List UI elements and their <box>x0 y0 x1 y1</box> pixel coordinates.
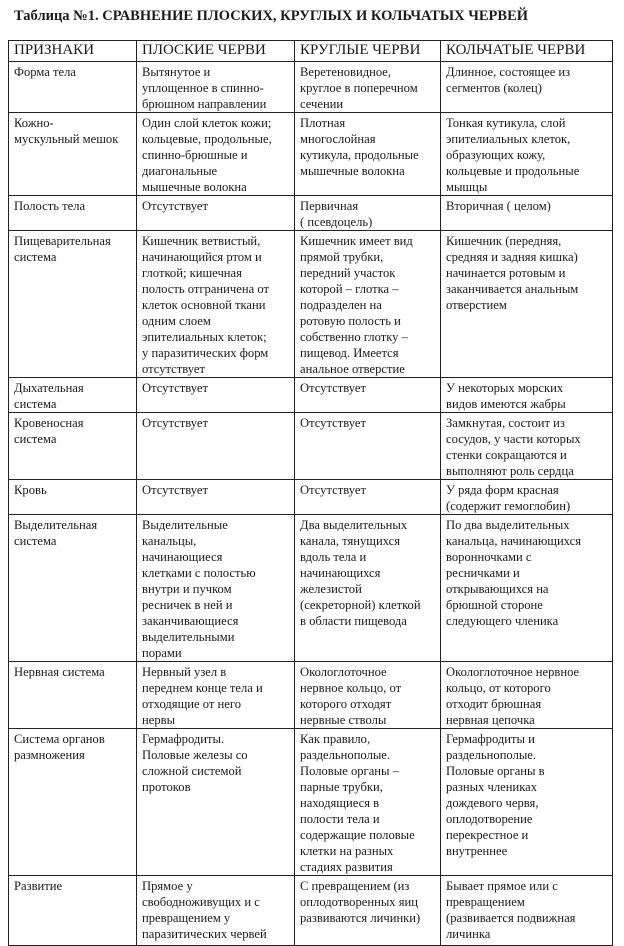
table-row <box>9 113 613 196</box>
table-row <box>9 378 613 413</box>
feature-cell: Дыхательная система <box>9 378 137 413</box>
round-worms-cell: С превращением (из оплодотворенных яиц развиваются личинки) <box>295 876 441 946</box>
ringed-worms-cell: Замкнутая, состоит из сосудов, у части которых стенки сокращаются и выполняют роль сердца <box>441 413 613 480</box>
comparison-table <box>8 40 613 946</box>
table-row <box>9 413 613 480</box>
ringed-worms-cell: Вторичная ( целом) <box>441 196 613 231</box>
feature-cell: Полость тела <box>9 196 137 231</box>
flat-worms-cell: Один слой клеток кожи; кольцевые, продольные, спинно-брюшные и диагональные мышечные волокна <box>137 113 295 196</box>
ringed-worms-cell: Длинное, состоящее из сегментов (колец) <box>441 62 613 113</box>
feature-cell: Форма тела <box>9 62 137 113</box>
table-row <box>9 480 613 515</box>
round-worms-cell: Кишечник имеет вид прямой трубки, передний участок которой – глотка – подразделен на ротовую полость и собственно глотку – пищевод. Имеется анальное отверстие <box>295 231 441 378</box>
ringed-worms-cell: У ряда форм красная (содержит гемоглобин) <box>441 480 613 515</box>
table-header <box>9 41 613 62</box>
table-row <box>9 62 613 113</box>
feature-cell: Кровь <box>9 480 137 515</box>
ringed-worms-cell: Окологлоточное нервное кольцо, от которого отходит брюшная нервная цепочка <box>441 662 613 729</box>
round-worms-cell: Отсутствует <box>295 378 441 413</box>
header-ringed-worms: КОЛЬЧАТЫЕ ЧЕРВИ <box>441 41 613 62</box>
table-body <box>9 62 613 946</box>
round-worms-cell: Плотная многослойная кутикула, продольные мышечные волокна <box>295 113 441 196</box>
table-row <box>9 662 613 729</box>
table-row <box>9 729 613 876</box>
flat-worms-cell: Отсутствует <box>137 378 295 413</box>
table-row <box>9 515 613 662</box>
flat-worms-cell: Нервный узел в переднем конце тела и отходящие от него нервы <box>137 662 295 729</box>
round-worms-cell: Отсутствует <box>295 413 441 480</box>
flat-worms-cell: Отсутствует <box>137 196 295 231</box>
ringed-worms-cell: Тонкая кутикула, слой эпителиальных клеток, образующих кожу, кольцевые и продольные мышцы <box>441 113 613 196</box>
feature-cell: Пищеварительная система <box>9 231 137 378</box>
table-row <box>9 876 613 946</box>
ringed-worms-cell: По два выделительных канальца, начинающихся воронночками с ресничками и открывающихся на брюшной стороне следующего членика <box>441 515 613 662</box>
feature-cell: Кожно- мускульный мешок <box>9 113 137 196</box>
header-row <box>9 41 613 62</box>
flat-worms-cell: Отсутствует <box>137 413 295 480</box>
round-worms-cell: Отсутствует <box>295 480 441 515</box>
feature-cell: Выделительная система <box>9 515 137 662</box>
flat-worms-cell: Прямое у свободноживущих и с превращением у паразитических червей <box>137 876 295 946</box>
document-title: Таблица №1. СРАВНЕНИЕ ПЛОСКИХ, КРУГЛЫХ И КОЛЬЧАТЫХ ЧЕРВЕЙ <box>14 8 529 24</box>
table-row <box>9 196 613 231</box>
table-row <box>9 231 613 378</box>
ringed-worms-cell: Кишечник (передняя, средняя и задняя кишка) начинается ротовым и заканчивается анальным отверстием <box>441 231 613 378</box>
flat-worms-cell: Выделительные канальцы, начинающиеся клетками с полостью внутри и пучком ресничек в ней и заканчивающиеся выделительными порами <box>137 515 295 662</box>
round-worms-cell: Окологлоточное нервное кольцо, от которого отходят нервные стволы <box>295 662 441 729</box>
flat-worms-cell: Отсутствует <box>137 480 295 515</box>
header-features: ПРИЗНАКИ <box>9 41 137 62</box>
flat-worms-cell: Кишечник ветвистый, начинающийся ртом и глоткой; кишечная полость отграничена от клеток основной ткани одним слоем эпителиальных клеток; у паразитических форм отсутствует <box>137 231 295 378</box>
feature-cell: Кровеносная система <box>9 413 137 480</box>
feature-cell: Развитие <box>9 876 137 946</box>
ringed-worms-cell: Бывает прямое или с превращением (развивается подвижная личинка <box>441 876 613 946</box>
header-round-worms: КРУГЛЫЕ ЧЕРВИ <box>295 41 441 62</box>
ringed-worms-cell: У некоторых морских видов имеются жабры <box>441 378 613 413</box>
round-worms-cell: Веретеновидное, круглое в поперечном сечении <box>295 62 441 113</box>
header-flat-worms: ПЛОСКИЕ ЧЕРВИ <box>137 41 295 62</box>
ringed-worms-cell: Гермафродиты и раздельнополые. Половые органы в разных члениках дождевого червя, оплодотворение перекрестное и внутреннее <box>441 729 613 876</box>
feature-cell: Нервная система <box>9 662 137 729</box>
feature-cell: Система органов размножения <box>9 729 137 876</box>
round-worms-cell: Как правило, раздельнополые. Половые органы – парные трубки, находящиеся в полости тела и содержащие половые клетки на разных стадиях развития <box>295 729 441 876</box>
flat-worms-cell: Вытянутое и уплощенное в спинно- брюшном направлении <box>137 62 295 113</box>
round-worms-cell: Два выделительных канала, тянущихся вдоль тела и начинающихся железистой (секреторной) клеткой в области пищевода <box>295 515 441 662</box>
flat-worms-cell: Гермафродиты. Половые железы со сложной системой протоков <box>137 729 295 876</box>
round-worms-cell: Первичная ( псевдоцель) <box>295 196 441 231</box>
